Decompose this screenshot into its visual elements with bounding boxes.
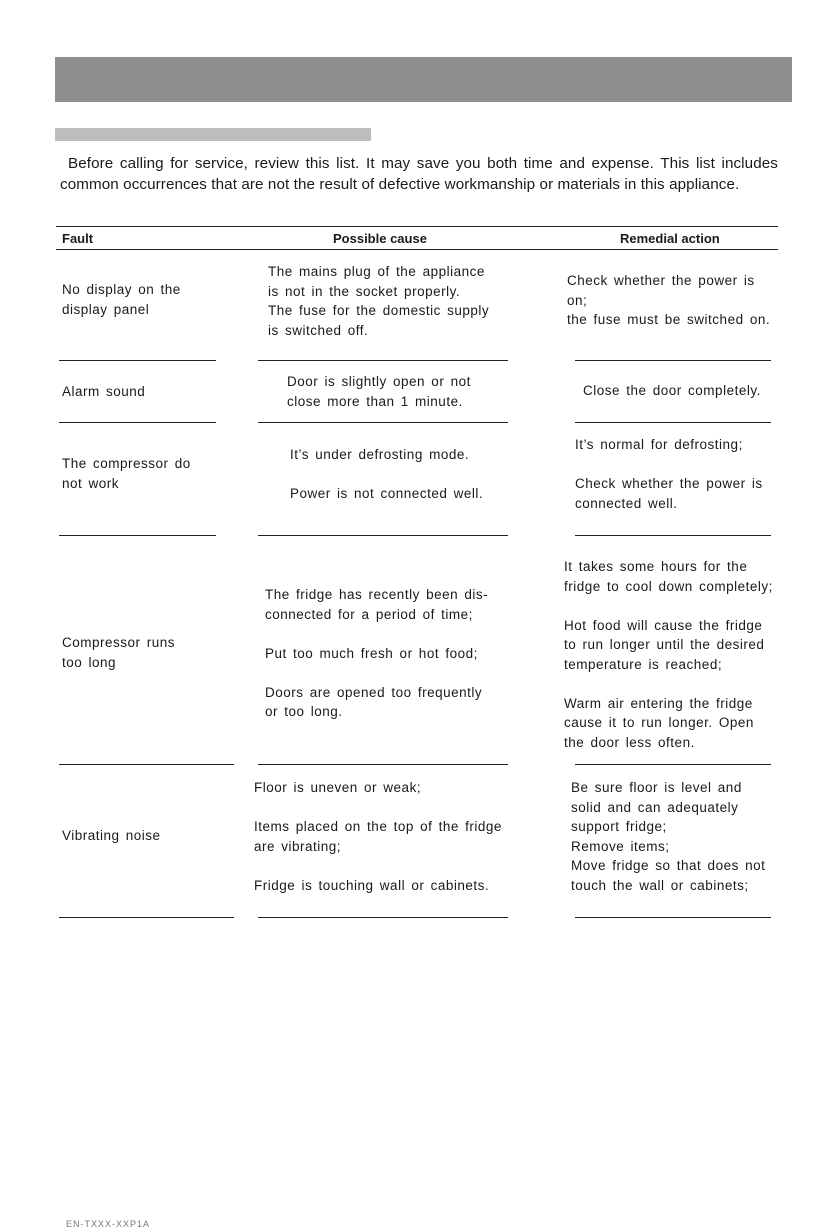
table-header-rule [56,249,778,250]
row-divider [59,360,216,361]
row-divider [575,422,771,423]
table-row-fault: No display on the display panel [62,282,181,317]
row-divider [258,917,508,918]
row-divider [258,535,508,536]
page-footer-code: EN-TXXX-XXP1A [66,1219,151,1229]
table-row-fault: Alarm sound [62,384,146,399]
page-title-bar [55,57,792,102]
table-row-action: It’s normal for defrosting; Check whether the power is connected well. [575,437,763,511]
table-row-cause: Door is slightly open or not close more than 1 minute. [287,374,471,409]
row-divider [258,360,508,361]
table-row-action: Check whether the power is on; the fuse must be switched on. [567,273,771,327]
intro-paragraph: Before calling for service, review this list. It may save you both time and expense. This list includes common occurrences that are not the result of defective workmanship or materials in this appliance. [60,155,778,193]
row-divider [59,917,234,918]
header-action: Remedial action [620,231,720,246]
table-row-cause: The fridge has recently been dis- connected for a period of time; Put too much fresh or hot food; Doors are opened too frequently or too long. [265,587,489,719]
row-divider [59,535,216,536]
table-row-action: It takes some hours for the fridge to cool down completely; Hot food will cause the fridge to run longer until the desired temperature is reached; Warm air entering the fridge cause it to run longer. Open the door less often. [564,559,773,750]
row-divider [59,764,234,765]
table-row-cause: The mains plug of the appliance is not in the socket properly. The fuse for the domestic supply is switched off. [268,264,490,338]
row-divider [258,422,508,423]
table-row-fault: Compressor runs too long [62,635,176,670]
table-row-fault: The compressor do not work [62,456,191,491]
row-divider [575,535,771,536]
table-row-fault: Vibrating noise [62,828,161,843]
row-divider [575,360,771,361]
row-divider [59,422,216,423]
table-row-cause: It’s under defrosting mode. Power is not connected well. [290,447,484,501]
section-heading-bar [55,128,371,141]
row-divider [575,764,771,765]
row-divider [258,764,508,765]
table-row-cause: Floor is uneven or weak; Items placed on the top of the fridge are vibrating; Fridge is touching wall or cabinets. [254,780,502,893]
table-row-action: Be sure floor is level and solid and can adequately support fridge; Remove items; Move fridge so that does not touch the wall or cabinets; [571,780,766,893]
header-cause: Possible cause [333,231,427,246]
row-divider [575,917,771,918]
header-fault: Fault [62,231,94,246]
table-row-action: Close the door completely. [583,383,761,398]
table-top-rule [56,226,778,227]
